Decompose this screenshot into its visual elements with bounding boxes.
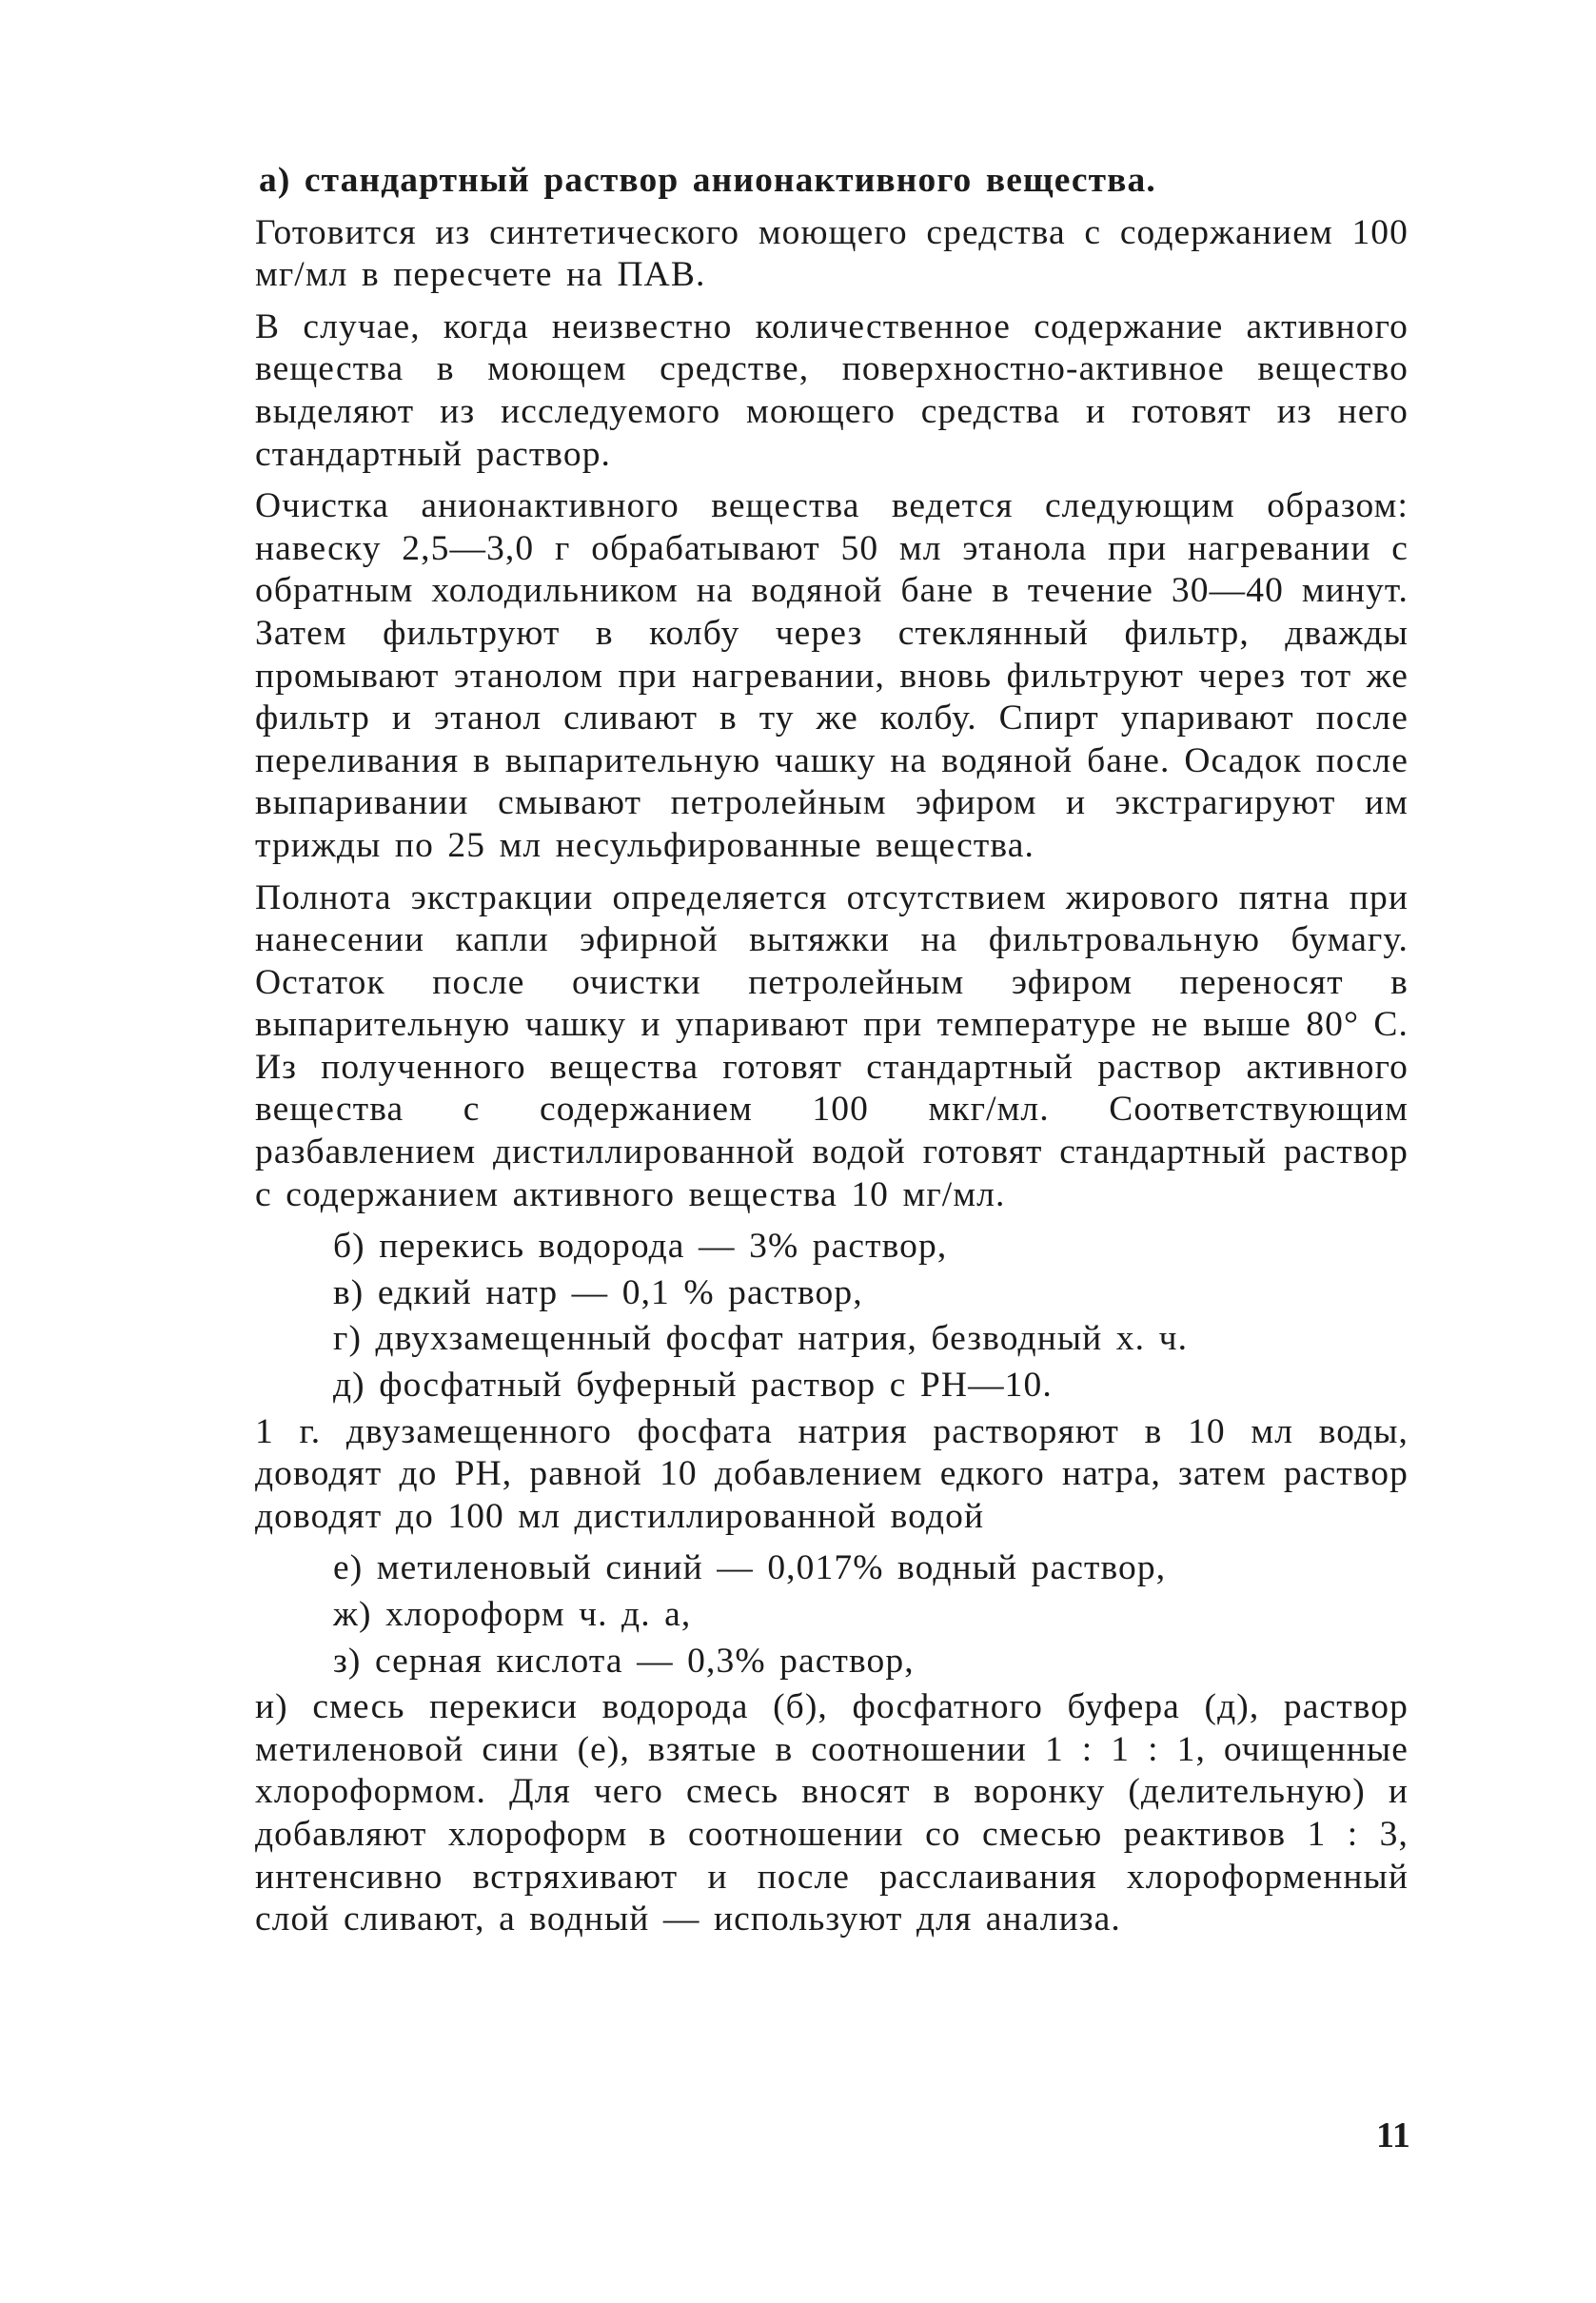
list-item-sodium-hydroxide: в) едкий натр — 0,1 % раствор, (333, 1272, 863, 1312)
list-item-hydrogen-peroxide: б) перекись водорода — 3% раствор, (333, 1227, 948, 1267)
list-item-phosphate-buffer: д) фосфатный буферный раствор с PH—10. (333, 1366, 1053, 1406)
list-item-methylene-blue: е) метиленовый синий — 0,017% водный раствор, (333, 1548, 1167, 1588)
list-item-sulfuric-acid: з) серная кислота — 0,3% раствор, (333, 1641, 915, 1681)
paragraph-unknown-content: В случае, когда неизвестно количественное содержание активного вещества в моющем средстве, поверхностно-активное вещество выделяют из исследуемого моющего средства и готовят из него стандартный раствор. (255, 306, 1409, 474)
list-item-sodium-phosphate: г) двухзамещенный фосфат натрия, безводный х. ч. (333, 1319, 1189, 1359)
paragraph-extraction: Полнота экстракции определяется отсутствием жирового пятна при нанесении капли эфирной вытяжки на фильтровальную бумагу. Остаток после очистки петролейным эфиром переносят в выпарительную чашку и упаривают при температуре не выше 80° С. Из полученного вещества готовят стандартный раствор активного вещества с содержанием 100 мкг/мл. Соответствующим разбавлением дистиллированной водой готовят стандартный раствор с содержанием активного вещества 10 мг/мл. (255, 877, 1409, 1214)
paragraph-reagent-mixture: и) смесь перекиси водорода (б), фосфатного буфера (д), раствор метиленовой сини (е), взятые в соотношении 1 : 1 : 1, очищенные хлороформом. Для чего смесь вносят в воронку (делительную) и добавляют хлороформ в соотношении со смесью реактивов 1 : 3, интенсивно встряхивают и после расслаивания хлороформенный слой сливают, а водный — используют для анализа. (255, 1687, 1409, 1939)
paragraph-preparation: Готовится из синтетического моющего средства с содержанием 100 мг/мл в пересчете на ПАВ. (255, 212, 1409, 295)
paragraph-buffer-preparation: 1 г. двузамещенного фосфата натрия растворяют в 10 мл воды, доводят до PH, равной 10 добавлением едкого натра, затем раствор доводят до 100 мл дистиллированной водой (255, 1411, 1409, 1536)
paragraph-purification: Очистка анионактивного вещества ведется следующим образом: навеску 2,5—3,0 г обрабатывают 50 мл этанола при нагревании с обратным холодильником на водяной бане в течение 30—40 минут. Затем фильтруют в колбу через стеклянный фильтр, дважды промывают этанолом при нагревании, вновь фильтруют через тот же фильтр и этанол сливают в ту же колбу. Спирт упаривают после переливания в выпарительную чашку на водяной бане. Осадок после выпаривании смывают петролейным эфиром и экстрагируют им трижды по 25 мл несульфированные вещества. (255, 486, 1409, 865)
list-item-chloroform: ж) хлороформ ч. д. а, (333, 1595, 692, 1634)
page-number: 11 (1376, 2116, 1410, 2155)
document-page (255, 160, 1409, 1951)
section-heading: а) стандартный раствор анионактивного вещества. (259, 161, 1156, 200)
